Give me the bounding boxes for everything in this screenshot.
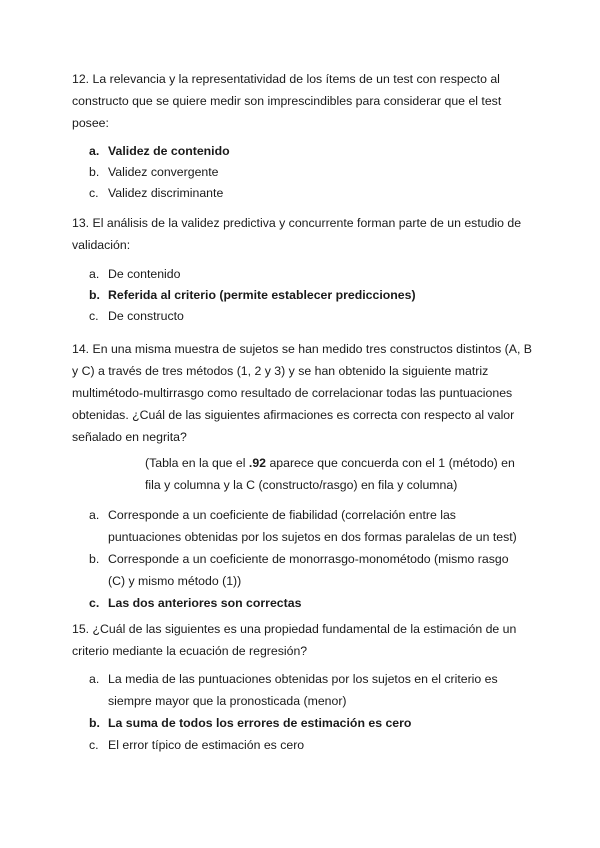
option-text: Referida al criterio (permite establecer predicciones) xyxy=(108,288,416,302)
question-14-options xyxy=(89,504,519,614)
question-13-options xyxy=(89,264,519,327)
option-text: Validez convergente xyxy=(108,165,219,179)
option-letter: b. xyxy=(89,288,100,302)
option-13b xyxy=(89,285,519,306)
option-15b xyxy=(89,712,519,734)
option-letter: c. xyxy=(89,738,99,752)
option-text: Corresponde a un coeficiente de fiabilidad (correlación entre las puntuaciones obtenidas por los sujetos en dos formas paralelas de un test) xyxy=(108,508,517,544)
option-text: Corresponde a un coeficiente de monorrasgo-monométodo (mismo rasgo (C) y mismo método (1)) xyxy=(108,552,509,588)
question-14-text: 14. En una misma muestra de sujetos se han medido tres constructos distintos (A, B y C) a través de tres métodos (1, 2 y 3) y se han obtenido la siguiente matriz multimétodo-multirrasgo como resultado de correlacionar todas las puntuaciones obtenidas. ¿Cuál de las siguientes afirmaciones es correcta con respecto al valor señalado en negrita? xyxy=(72,342,532,444)
option-text: De contenido xyxy=(108,267,181,281)
option-letter: b. xyxy=(89,165,100,179)
option-letter: c. xyxy=(89,186,99,200)
question-13-text: 13. El análisis de la validez predictiva y concurrente forman parte de un estudio de validación: xyxy=(72,216,522,252)
question-12-text: 12. La relevancia y la representatividad de los ítems de un test con respecto al constructo que se quiere medir son imprescindibles para considerar que el test posee: xyxy=(72,72,502,130)
option-text: De constructo xyxy=(108,309,184,323)
question-12-options xyxy=(89,141,519,204)
option-text: Las dos anteriores son correctas xyxy=(108,596,302,610)
option-12c xyxy=(89,183,519,204)
option-14b xyxy=(89,548,519,592)
option-12b xyxy=(89,162,519,183)
note-bold-value: .92 xyxy=(248,456,267,470)
option-12a xyxy=(89,141,519,162)
note-text-after: aparece que concuerda con el 1 (método) en fila y columna y la C (constructo/rasgo) en fila y columna) xyxy=(145,456,515,492)
option-text: El error típico de estimación es cero xyxy=(108,738,305,752)
note-text-before: (Tabla en la que el xyxy=(145,456,249,470)
option-letter: a. xyxy=(89,672,100,686)
option-letter: b. xyxy=(89,716,100,730)
option-text: La suma de todos los errores de estimación es cero xyxy=(108,716,412,730)
option-13a xyxy=(89,264,519,285)
option-text: Validez discriminante xyxy=(108,186,224,200)
option-text: Validez de contenido xyxy=(108,144,230,158)
option-14c xyxy=(89,592,519,614)
option-13c xyxy=(89,306,519,327)
question-15-text: 15. ¿Cuál de las siguientes es una propiedad fundamental de la estimación de un criterio mediante la ecuación de regresión? xyxy=(72,622,517,658)
option-letter: a. xyxy=(89,508,100,522)
option-letter: c. xyxy=(89,596,100,610)
option-text: La media de las puntuaciones obtenidas por los sujetos en el criterio es siempre mayor que la pronosticada (menor) xyxy=(108,672,498,708)
option-14a xyxy=(89,504,519,548)
option-letter: b. xyxy=(89,552,100,566)
option-15a xyxy=(89,668,519,712)
table-note xyxy=(145,452,525,496)
option-letter: a. xyxy=(89,267,100,281)
option-letter: a. xyxy=(89,144,100,158)
option-15c xyxy=(89,734,519,756)
option-letter: c. xyxy=(89,309,99,323)
question-15-options xyxy=(89,668,519,756)
